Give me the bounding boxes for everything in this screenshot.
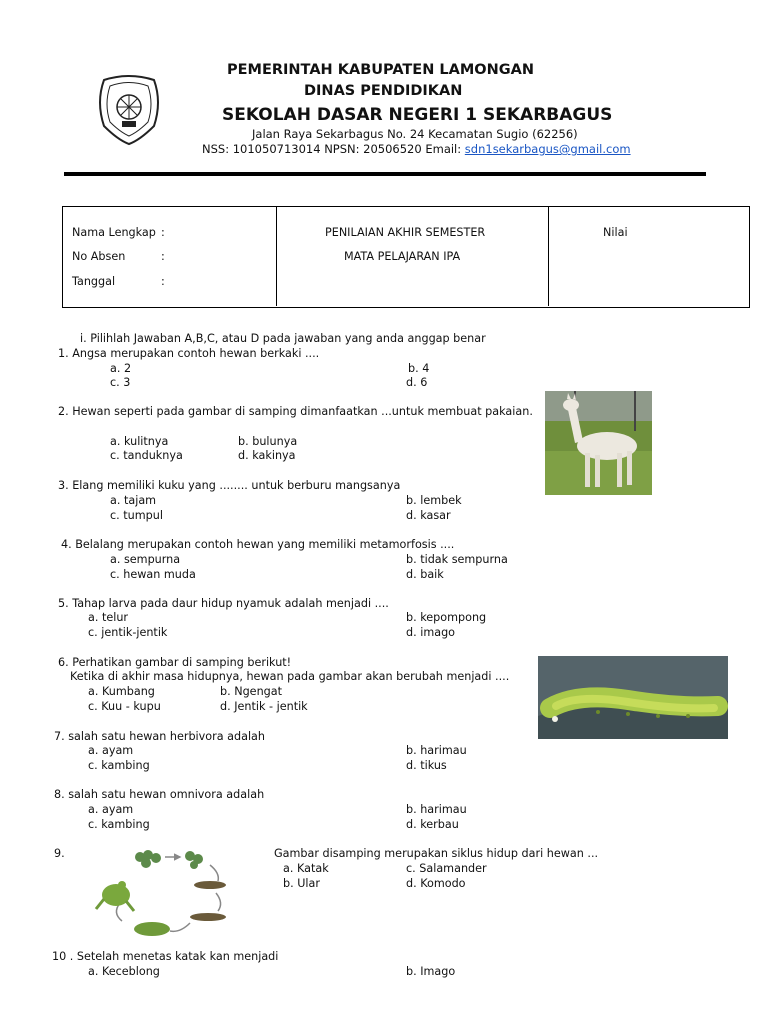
q4-option-d[interactable]: d. baik bbox=[406, 568, 444, 581]
absen-label: No Absen bbox=[72, 250, 126, 263]
q7-option-a[interactable]: a. ayam bbox=[88, 744, 134, 757]
q10-option-a[interactable]: a. Keceblong bbox=[88, 965, 160, 978]
q9-option-c[interactable]: c. Salamander bbox=[406, 862, 487, 875]
q3-option-b[interactable]: b. lembek bbox=[406, 494, 462, 507]
q3-text: 3. Elang memiliki kuku yang ........ untuk berburu mangsanya bbox=[58, 479, 401, 492]
q6-text: 6. Perhatikan gambar di samping berikut! bbox=[58, 656, 292, 669]
q9-option-b[interactable]: b. Ular bbox=[283, 877, 320, 890]
q5-option-b[interactable]: b. kepompong bbox=[406, 611, 487, 624]
q9-option-a[interactable]: a. Katak bbox=[283, 862, 329, 875]
q8-option-d[interactable]: d. kerbau bbox=[406, 818, 459, 831]
q5-option-d[interactable]: d. imago bbox=[406, 626, 456, 639]
date-label: Tanggal bbox=[72, 275, 116, 288]
q7-option-c[interactable]: c. kambing bbox=[88, 759, 150, 772]
school-address: Jalan Raya Sekarbagus No. 24 Kecamatan Sugio (62256) bbox=[252, 127, 578, 141]
caterpillar-photo bbox=[538, 656, 728, 739]
q1-option-a[interactable]: a. 2 bbox=[110, 362, 132, 375]
score-label: Nilai bbox=[603, 226, 628, 239]
q6-option-a[interactable]: a. Kumbang bbox=[88, 685, 155, 698]
q1-option-d[interactable]: d. 6 bbox=[406, 376, 428, 389]
q1-option-c[interactable]: c. 3 bbox=[110, 376, 131, 389]
q1-option-b[interactable]: b. 4 bbox=[408, 362, 430, 375]
q4-text: 4. Belalang merupakan contoh hewan yang memiliki metamorfosis .... bbox=[61, 538, 455, 551]
q3-option-a[interactable]: a. tajam bbox=[110, 494, 157, 507]
q2-option-b[interactable]: b. bulunya bbox=[238, 435, 298, 448]
q5-text: 5. Tahap larva pada daur hidup nyamuk adalah menjadi .... bbox=[58, 597, 389, 610]
info-box-divider-1 bbox=[276, 206, 277, 306]
q2-text: 2. Hewan seperti pada gambar di samping dimanfaatkan ...untuk membuat pakaian. bbox=[58, 405, 533, 418]
q4-option-b[interactable]: b. tidak sempurna bbox=[406, 553, 508, 566]
email-link[interactable]: sdn1sekarbagus@gmail.com bbox=[464, 142, 631, 156]
q4-option-c[interactable]: c. hewan muda bbox=[110, 568, 196, 581]
q8-option-b[interactable]: b. harimau bbox=[406, 803, 467, 816]
q9-number: 9. bbox=[54, 847, 65, 860]
q9-option-d[interactable]: d. Komodo bbox=[406, 877, 466, 890]
q3-option-c[interactable]: c. tumpul bbox=[110, 509, 163, 522]
q6-option-b[interactable]: b. Ngengat bbox=[220, 685, 283, 698]
llama-photo bbox=[545, 391, 652, 495]
q2-option-a[interactable]: a. kulitnya bbox=[110, 435, 169, 448]
exam-title: PENILAIAN AKHIR SEMESTER bbox=[325, 226, 486, 239]
date-colon: : bbox=[161, 275, 165, 288]
q3-option-d[interactable]: d. kasar bbox=[406, 509, 451, 522]
school-name: SEKOLAH DASAR NEGERI 1 SEKARBAGUS bbox=[222, 105, 613, 125]
q6-text-2: Ketika di akhir masa hidupnya, hewan pada gambar akan berubah menjadi .... bbox=[70, 670, 510, 683]
q4-option-a[interactable]: a. sempurna bbox=[110, 553, 181, 566]
q5-option-a[interactable]: a. telur bbox=[88, 611, 129, 624]
q8-text: 8. salah satu hewan omnivora adalah bbox=[54, 788, 265, 801]
name-label: Nama Lengkap bbox=[72, 226, 156, 239]
q8-option-c[interactable]: c. kambing bbox=[88, 818, 150, 831]
instruction: i. Pilihlah Jawaban A,B,C, atau D pada jawaban yang anda anggap benar bbox=[80, 332, 486, 345]
q7-option-b[interactable]: b. harimau bbox=[406, 744, 467, 757]
school-logo bbox=[96, 74, 162, 146]
frog-lifecycle-diagram bbox=[90, 843, 250, 943]
header-line-1: PEMERINTAH KABUPATEN LAMONGAN bbox=[227, 62, 534, 78]
q2-option-c[interactable]: c. tanduknya bbox=[110, 449, 183, 462]
q7-text: 7. salah satu hewan herbivora adalah bbox=[54, 730, 265, 743]
q6-option-c[interactable]: c. Kuu - kupu bbox=[88, 700, 161, 713]
q7-option-d[interactable]: d. tikus bbox=[406, 759, 447, 772]
header-divider bbox=[64, 172, 706, 176]
name-colon: : bbox=[161, 226, 165, 239]
q9-text: Gambar disamping merupakan siklus hidup dari hewan ... bbox=[274, 847, 599, 860]
q8-option-a[interactable]: a. ayam bbox=[88, 803, 134, 816]
q5-option-c[interactable]: c. jentik-jentik bbox=[88, 626, 168, 639]
info-box-divider-2 bbox=[548, 206, 549, 306]
q6-option-d[interactable]: d. Jentik - jentik bbox=[220, 700, 308, 713]
q2-option-d[interactable]: d. kakinya bbox=[238, 449, 296, 462]
school-ids bbox=[202, 142, 631, 156]
ids-text: NSS: 101050713014 NPSN: 20506520 Email: bbox=[202, 142, 465, 156]
q1-text: 1. Angsa merupakan contoh hewan berkaki .... bbox=[58, 347, 320, 360]
subject: MATA PELAJARAN IPA bbox=[344, 250, 461, 263]
q10-option-b[interactable]: b. Imago bbox=[406, 965, 456, 978]
q10-text: 10 . Setelah menetas katak kan menjadi bbox=[52, 950, 279, 963]
absen-colon: : bbox=[161, 250, 165, 263]
header-line-2: DINAS PENDIDIKAN bbox=[304, 83, 463, 99]
